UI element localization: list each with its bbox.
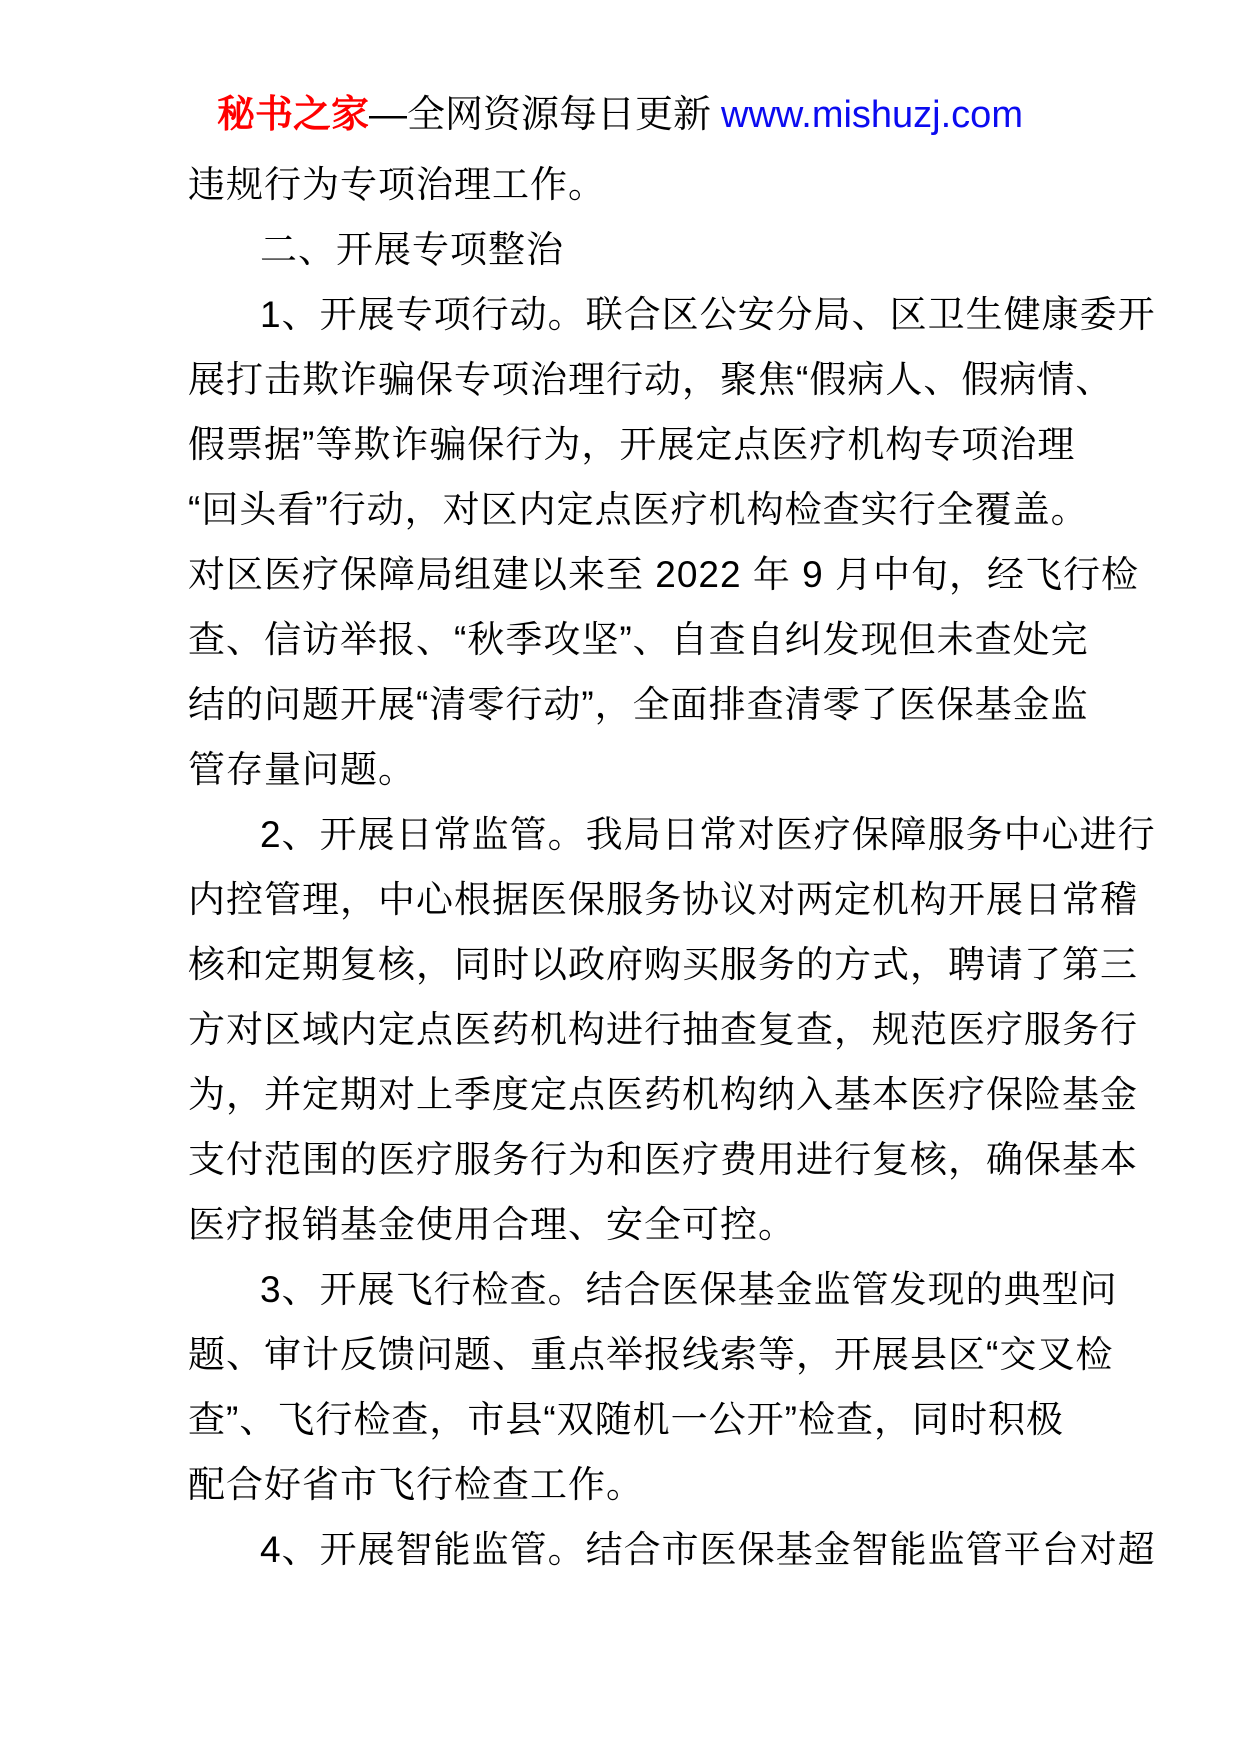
text-line: 展打击欺诈骗保专项治理行动，聚焦“假病人、假病情、	[188, 359, 1114, 400]
text-line: 支付范围的医疗服务行为和医疗费用进行复核，确保基本	[188, 1139, 1138, 1180]
text-line: 二、开展专项整治	[260, 229, 564, 270]
text-line: 2、开展日常监管。我局日常对医疗保障服务中心进行	[260, 814, 1156, 855]
text-line: 查”、飞行检查，市县“双随机一公开”检查，同时积极	[188, 1399, 1064, 1440]
text-line: “回头看”行动，对区内定点医疗机构检查实行全覆盖。	[188, 489, 1089, 530]
text-line: 为，并定期对上季度定点医药机构纳入基本医疗保险基金	[188, 1074, 1138, 1115]
text-line: 题、审计反馈问题、重点举报线索等，开展县区“交叉检	[188, 1334, 1114, 1375]
text-line: 内控管理，中心根据医保服务协议对两定机构开展日常稽	[188, 879, 1138, 920]
text-line: 结的问题开展“清零行动”，全面排查清零了医保基金监	[188, 684, 1089, 725]
site-tagline: —全网资源每日更新	[369, 94, 712, 136]
text-line: 4、开展智能监管。结合市医保基金智能监管平台对超	[260, 1529, 1156, 1570]
text-line: 配合好省市飞行检查工作。	[188, 1464, 644, 1505]
text-line: 核和定期复核，同时以政府购买服务的方式，聘请了第三	[188, 944, 1138, 985]
text-line: 医疗报销基金使用合理、安全可控。	[188, 1204, 796, 1245]
document-header	[0, 90, 1240, 140]
text-line: 1、开展专项行动。联合区公安分局、区卫生健康委开	[260, 294, 1156, 335]
text-line: 假票据”等欺诈骗保行为，开展定点医疗机构专项治理	[188, 424, 1076, 465]
text-line: 违规行为专项治理工作。	[188, 164, 606, 205]
document-body	[188, 152, 1156, 1582]
text-line: 对区医疗保障局组建以来至 2022 年 9 月中旬，经飞行检	[188, 554, 1140, 595]
text-line: 管存量问题。	[188, 749, 416, 790]
text-line: 方对区域内定点医药机构进行抽查复查，规范医疗服务行	[188, 1009, 1138, 1050]
site-url-link[interactable]: www.mishuzj.com	[721, 94, 1023, 136]
text-line: 查、信访举报、“秋季攻坚”、自查自纠发现但未查处完	[188, 619, 1089, 660]
site-brand: 秘书之家	[217, 94, 370, 136]
text-line: 3、开展飞行检查。结合医保基金监管发现的典型问	[260, 1269, 1118, 1310]
